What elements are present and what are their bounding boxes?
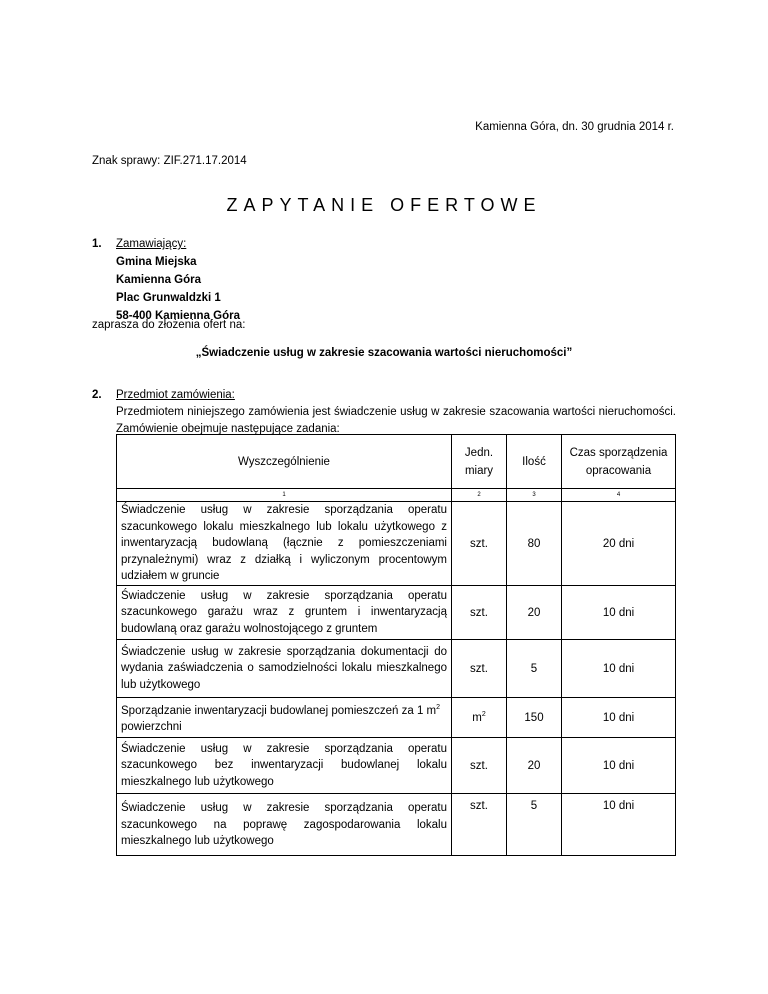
ordering-party-street: Plac Grunwaldzki 1	[116, 292, 221, 304]
row-description: Świadczenie usług w zakresie sporządzania operatu szacunkowego bez inwentaryzacji budowlanej lokalu mieszkalnego lub użytkowego	[117, 738, 452, 794]
invite-text: zaprasza do złożenia ofert na:	[92, 319, 246, 331]
row-unit: szt.	[452, 586, 507, 640]
table-row	[117, 586, 676, 640]
row-time: 10 dni	[562, 738, 676, 794]
row-time: 20 dni	[562, 502, 676, 586]
index-cell: 3	[507, 489, 562, 502]
row-description-sup: 2	[436, 703, 441, 711]
row-time: 10 dni	[562, 698, 676, 738]
ordering-party	[116, 253, 240, 325]
row-time: 10 dni	[562, 586, 676, 640]
ordering-party-postal: 58-400 Kamienna Góra	[116, 310, 241, 322]
row-unit: szt.	[452, 738, 507, 794]
row-quantity: 20	[507, 586, 562, 640]
row-quantity: 150	[507, 698, 562, 738]
row-quantity: 5	[507, 794, 562, 856]
document-title: ZAPYTANIE OFERTOWE	[226, 195, 542, 215]
index-cell: 2	[452, 489, 507, 502]
header-time: Czas sporządzenia opracowania	[562, 435, 676, 489]
section-2-heading	[92, 386, 235, 404]
reference-number: Znak sprawy: ZIF.271.17.2014	[92, 155, 247, 167]
table-row	[117, 794, 676, 856]
row-time: 10 dni	[562, 640, 676, 698]
row-description	[117, 698, 452, 738]
section-number: 1.	[92, 238, 102, 250]
tasks-table	[116, 434, 676, 856]
row-unit: szt.	[452, 640, 507, 698]
index-row	[117, 489, 676, 502]
row-description-main: Sporządzanie inwentaryzacji budowlanej pomieszczeń za 1 m	[121, 704, 437, 717]
row-unit: szt.	[452, 502, 507, 586]
row-description: Świadczenie usług w zakresie sporządzania operatu szacunkowego garażu wraz z gruntem i inwentaryzacją budowlaną oraz garażu wolnostojącego z gruntem	[117, 586, 452, 640]
section-2-description: Przedmiotem niniejszego zamówienia jest świadczenie usług w zakresie szacowania wartości nieruchomości. Zamówienie obejmuje następujące zadania:	[116, 406, 676, 435]
row-unit-sup: 2	[481, 711, 486, 719]
table-row	[117, 738, 676, 794]
row-description: Świadczenie usług w zakresie sporządzania operatu szacunkowego lokalu mieszkalnego lub lokalu użytkowego z inwentaryzacją budowlaną (łącznie z pomieszczeniami przynależnymi) wraz z działką i wyliczonym procentowym udziałem w gruncie	[117, 502, 452, 586]
row-time: 10 dni	[562, 794, 676, 856]
table-row	[117, 640, 676, 698]
section-title: Zamawiający:	[116, 238, 187, 250]
ordering-party-name: Gmina Miejska	[116, 256, 197, 268]
row-description: Świadczenie usług w zakresie sporządzania operatu szacunkowego na poprawę zagospodarowania lokalu mieszkalnego lub użytkowego	[117, 794, 452, 856]
row-unit	[452, 698, 507, 738]
ordering-party-city: Kamienna Góra	[116, 274, 201, 286]
index-cell: 1	[117, 489, 452, 502]
header-unit: Jedn. miary	[452, 435, 507, 489]
index-cell: 4	[562, 489, 676, 502]
row-unit-main: m	[472, 711, 482, 724]
section-1-heading	[92, 235, 186, 253]
row-description-tail: powierzchni	[121, 720, 182, 733]
row-quantity: 20	[507, 738, 562, 794]
row-description: Świadczenie usług w zakresie sporządzania dokumentacji do wydania zaświadczenia o samodzielności lokalu mieszkalnego lub użytkowego	[117, 640, 452, 698]
section-title: Przedmiot zamówienia:	[116, 389, 235, 401]
date-line: Kamienna Góra, dn. 30 grudnia 2014 r.	[475, 121, 674, 133]
order-subject: „Świadczenie usług w zakresie szacowania wartości nieruchomości”	[195, 347, 573, 359]
section-number: 2.	[92, 389, 102, 401]
table-header-row	[117, 435, 676, 489]
header-description: Wyszczególnienie	[117, 435, 452, 489]
row-quantity: 80	[507, 502, 562, 586]
table-row	[117, 502, 676, 586]
table-row	[117, 698, 676, 738]
row-quantity: 5	[507, 640, 562, 698]
header-quantity: Ilość	[507, 435, 562, 489]
row-unit: szt.	[452, 794, 507, 856]
